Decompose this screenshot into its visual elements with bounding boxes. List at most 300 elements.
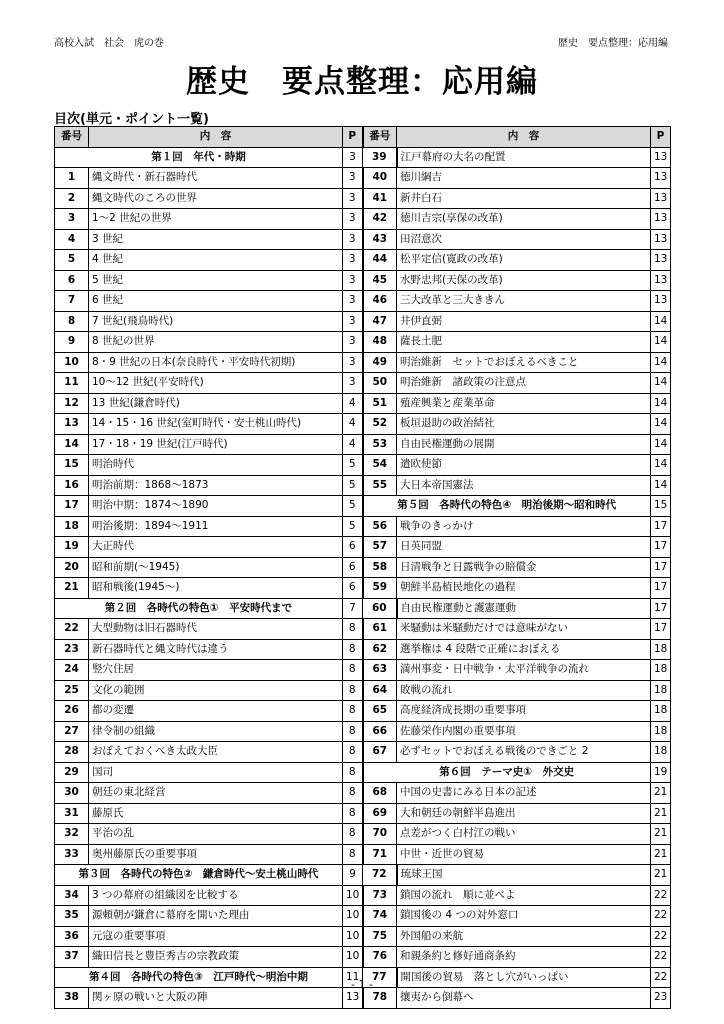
toc-table: [54, 126, 671, 1009]
item-title: 竪穴住居: [89, 660, 343, 681]
item-number: 13: [55, 414, 89, 435]
item-title: おぼえておくべき太政大臣: [89, 742, 343, 763]
item-number: 12: [55, 393, 89, 414]
column-header-number-right: 番号: [363, 127, 397, 148]
table-row: [55, 270, 671, 291]
item-title: 国司: [89, 762, 343, 783]
item-title: 縄文時代・新石器時代: [89, 168, 343, 189]
item-title: 元寇の重要事項: [89, 926, 343, 947]
item-number: 25: [55, 680, 89, 701]
item-number: 51: [363, 393, 397, 414]
item-page: 14: [651, 414, 671, 435]
item-title: 8・9 世紀の日本(奈良時代・平安時代初期): [89, 352, 343, 373]
item-number: 14: [55, 434, 89, 455]
item-page: 6: [343, 578, 363, 599]
item-number: 50: [363, 373, 397, 394]
item-number: 64: [363, 680, 397, 701]
item-number: 65: [363, 701, 397, 722]
item-title: 江戸幕府の大名の配置: [397, 147, 651, 168]
table-row: [55, 824, 671, 845]
item-page: 13: [651, 188, 671, 209]
item-page: 3: [343, 332, 363, 353]
item-page: 17: [651, 557, 671, 578]
item-page: 3: [343, 250, 363, 271]
item-title: 高度経済成長期の重要事項: [397, 701, 651, 722]
item-number: 11: [55, 373, 89, 394]
item-page: 18: [651, 701, 671, 722]
item-page: 4: [343, 434, 363, 455]
item-number: 66: [363, 721, 397, 742]
item-title: 松平定信(寛政の改革): [397, 250, 651, 271]
item-title: 田沼意次: [397, 229, 651, 250]
item-number: 59: [363, 578, 397, 599]
column-header-number-left: 番号: [55, 127, 89, 148]
item-title: 都の変遷: [89, 701, 343, 722]
item-title: 大正時代: [89, 537, 343, 558]
item-page: 14: [651, 455, 671, 476]
item-page: 6: [343, 537, 363, 558]
item-number: 39: [363, 147, 397, 168]
item-title: 中国の史書にみる日本の記述: [397, 783, 651, 804]
item-number: 10: [55, 352, 89, 373]
table-row: [55, 762, 671, 783]
item-number: 38: [55, 988, 89, 1009]
item-title: 日英同盟: [397, 537, 651, 558]
item-number: 71: [363, 844, 397, 865]
item-page: 13: [651, 209, 671, 230]
item-page: 21: [651, 865, 671, 886]
item-number: 34: [55, 885, 89, 906]
item-number: 30: [55, 783, 89, 804]
item-title: 外国船の来航: [397, 926, 651, 947]
item-number: 68: [363, 783, 397, 804]
table-row: [55, 885, 671, 906]
item-number: 17: [55, 496, 89, 517]
item-number: 47: [363, 311, 397, 332]
table-row: [55, 578, 671, 599]
item-page: 5: [343, 516, 363, 537]
table-row: [55, 229, 671, 250]
table-row: [55, 742, 671, 763]
item-number: 5: [55, 250, 89, 271]
item-title: 4 世紀: [89, 250, 343, 271]
item-page: 19: [651, 762, 671, 783]
item-number: 44: [363, 250, 397, 271]
item-title: 明治維新 セットでおぼえるべきこと: [397, 352, 651, 373]
item-title: 攘夷から倒幕へ: [397, 988, 651, 1009]
item-number: 32: [55, 824, 89, 845]
item-title: 3 世紀: [89, 229, 343, 250]
item-page: 8: [343, 844, 363, 865]
item-page: 18: [651, 680, 671, 701]
item-page: 8: [343, 783, 363, 804]
item-number: 37: [55, 947, 89, 968]
item-title: 朝鮮半島植民地化の過程: [397, 578, 651, 599]
item-number: 23: [55, 639, 89, 660]
item-number: 45: [363, 270, 397, 291]
item-number: 54: [363, 455, 397, 476]
item-page: 17: [651, 578, 671, 599]
item-title: 琉球王国: [397, 865, 651, 886]
item-page: 21: [651, 824, 671, 845]
item-number: 2: [55, 188, 89, 209]
table-row: [55, 721, 671, 742]
item-page: 14: [651, 475, 671, 496]
item-title: 明治中期：1874～1890: [89, 496, 343, 517]
item-page: 10: [343, 906, 363, 927]
item-title: 戦争のきっかけ: [397, 516, 651, 537]
item-title: 17・18・19 世紀(江戸時代): [89, 434, 343, 455]
item-number: 42: [363, 209, 397, 230]
item-title: 明治時代: [89, 455, 343, 476]
item-number: 48: [363, 332, 397, 353]
item-page: 17: [651, 619, 671, 640]
item-page: 21: [651, 844, 671, 865]
item-page: 3: [343, 209, 363, 230]
item-page: 8: [343, 680, 363, 701]
item-title: 大日本帝国憲法: [397, 475, 651, 496]
item-page: 3: [343, 311, 363, 332]
header-left-text: 高校入試 社会 虎の巻: [54, 38, 164, 49]
item-page: 8: [343, 824, 363, 845]
table-row: [55, 537, 671, 558]
item-page: 8: [343, 803, 363, 824]
item-title: 徳川綱吉: [397, 168, 651, 189]
item-page: 18: [651, 660, 671, 681]
item-number: 57: [363, 537, 397, 558]
item-page: 13: [651, 229, 671, 250]
table-row: [55, 598, 671, 619]
item-title: 源頼朝が鎌倉に幕府を開いた理由: [89, 906, 343, 927]
toc-body: [55, 147, 671, 1008]
item-page: 9: [343, 865, 363, 886]
item-title: 鎖国の流れ 順に並べよ: [397, 885, 651, 906]
item-page: 13: [651, 270, 671, 291]
table-row: [55, 168, 671, 189]
item-title: 縄文時代のころの世界: [89, 188, 343, 209]
table-row: [55, 926, 671, 947]
item-page: 8: [343, 639, 363, 660]
item-number: 69: [363, 803, 397, 824]
item-title: 井伊直弼: [397, 311, 651, 332]
item-page: 6: [343, 557, 363, 578]
table-row: [55, 250, 671, 271]
item-number: 77: [363, 967, 397, 988]
item-title: 5 世紀: [89, 270, 343, 291]
item-page: 8: [343, 660, 363, 681]
toc-header-row: [55, 127, 671, 148]
item-number: 18: [55, 516, 89, 537]
item-number: 27: [55, 721, 89, 742]
toc-heading: 目次(単元・ポイント一覧): [54, 112, 209, 127]
item-page: 3: [343, 147, 363, 168]
item-page: 22: [651, 926, 671, 947]
item-page: 13: [651, 291, 671, 312]
item-page: 8: [343, 701, 363, 722]
table-row: [55, 783, 671, 804]
item-number: 9: [55, 332, 89, 353]
item-number: 70: [363, 824, 397, 845]
item-page: 15: [651, 496, 671, 517]
header-right-text: 歴史 要点整理：応用編: [558, 38, 668, 49]
item-number: 16: [55, 475, 89, 496]
item-page: 13: [651, 168, 671, 189]
item-number: 6: [55, 270, 89, 291]
table-row: [55, 803, 671, 824]
item-page: 14: [651, 434, 671, 455]
item-page: 3: [343, 291, 363, 312]
item-page: 8: [343, 619, 363, 640]
item-title: 開国後の貿易 落とし穴がいっぱい: [397, 967, 651, 988]
page-number: - 1 -: [351, 978, 373, 991]
item-title: 8 世紀の世界: [89, 332, 343, 353]
item-page: 14: [651, 352, 671, 373]
item-page: 8: [343, 742, 363, 763]
item-page: 4: [343, 414, 363, 435]
item-number: 62: [363, 639, 397, 660]
item-page: 23: [651, 988, 671, 1009]
table-row: [55, 332, 671, 353]
column-header-page-left: P: [343, 127, 363, 148]
table-row: [55, 701, 671, 722]
item-title: 自由民権運動と護憲運動: [397, 598, 651, 619]
item-title: 藤原氏: [89, 803, 343, 824]
item-title: 平治の乱: [89, 824, 343, 845]
table-row: [55, 496, 671, 517]
item-title: 三大改革と三大ききん: [397, 291, 651, 312]
item-title: 選挙権は 4 段階で正確におぼえる: [397, 639, 651, 660]
item-number: 7: [55, 291, 89, 312]
item-page: 21: [651, 783, 671, 804]
table-row: [55, 414, 671, 435]
table-row: [55, 639, 671, 660]
item-number: 61: [363, 619, 397, 640]
item-title: 板垣退助の政治結社: [397, 414, 651, 435]
item-page: 14: [651, 311, 671, 332]
item-page: 13: [651, 147, 671, 168]
table-row: [55, 311, 671, 332]
item-title: 鎖国後の 4 つの対外窓口: [397, 906, 651, 927]
item-page: 14: [651, 393, 671, 414]
item-page: 10: [343, 885, 363, 906]
page-title: 歴史 要点整理：応用編: [186, 64, 538, 100]
item-title: 佐藤栄作内閣の重要事項: [397, 721, 651, 742]
item-title: 明治前期：1868～1873: [89, 475, 343, 496]
item-number: 21: [55, 578, 89, 599]
table-row: [55, 844, 671, 865]
item-page: 14: [651, 332, 671, 353]
item-page: 18: [651, 721, 671, 742]
item-page: 5: [343, 475, 363, 496]
item-page: 10: [343, 947, 363, 968]
item-title: 必ずセットでおぼえる戦後のできごと 2: [397, 742, 651, 763]
item-number: 72: [363, 865, 397, 886]
item-number: 75: [363, 926, 397, 947]
item-title: 薩長土肥: [397, 332, 651, 353]
item-number: 56: [363, 516, 397, 537]
item-title: 米騒動は米騒動だけでは意味がない: [397, 619, 651, 640]
item-title: 織田信長と豊臣秀吉の宗教政策: [89, 947, 343, 968]
table-row: [55, 906, 671, 927]
item-title: 奥州藤原氏の重要事項: [89, 844, 343, 865]
table-row: [55, 434, 671, 455]
item-title: 殖産興業と産業革命: [397, 393, 651, 414]
item-page: 10: [343, 926, 363, 947]
item-title: 13 世紀(鎌倉時代): [89, 393, 343, 414]
item-number: 22: [55, 619, 89, 640]
item-title: 水野忠邦(天保の改革): [397, 270, 651, 291]
item-title: 3 つの幕府の組織図を比較する: [89, 885, 343, 906]
item-number: 49: [363, 352, 397, 373]
item-title: 敗戦の流れ: [397, 680, 651, 701]
table-row: [55, 947, 671, 968]
item-page: 8: [343, 762, 363, 783]
item-number: 35: [55, 906, 89, 927]
column-header-content-right: 内 容: [397, 127, 651, 148]
item-title: 和親条約と修好通商条約: [397, 947, 651, 968]
column-header-page-right: P: [651, 127, 671, 148]
table-row: [55, 660, 671, 681]
item-title: 大型動物は旧石器時代: [89, 619, 343, 640]
item-page: 22: [651, 885, 671, 906]
item-number: 29: [55, 762, 89, 783]
item-title: 律令制の組織: [89, 721, 343, 742]
table-row: [55, 619, 671, 640]
item-title: 14・15・16 世紀(室町時代・安土桃山時代): [89, 414, 343, 435]
item-number: 31: [55, 803, 89, 824]
item-page: 3: [343, 229, 363, 250]
table-row: [55, 188, 671, 209]
item-number: 33: [55, 844, 89, 865]
table-row: [55, 865, 671, 886]
item-number: 58: [363, 557, 397, 578]
table-row: [55, 680, 671, 701]
section-heading: 第４回 各時代の特色③ 江戸時代～明治中期: [55, 967, 343, 988]
item-page: 17: [651, 598, 671, 619]
item-page: 7: [343, 598, 363, 619]
item-number: 55: [363, 475, 397, 496]
item-title: 明治維新 諸政策の注意点: [397, 373, 651, 394]
item-page: 5: [343, 455, 363, 476]
item-number: 78: [363, 988, 397, 1009]
item-page: 8: [343, 721, 363, 742]
item-page: 3: [343, 188, 363, 209]
table-row: [55, 147, 671, 168]
column-header-content-left: 内 容: [89, 127, 343, 148]
item-number: 43: [363, 229, 397, 250]
item-title: 満州事変・日中戦争・太平洋戦争の流れ: [397, 660, 651, 681]
table-row: [55, 455, 671, 476]
item-number: 46: [363, 291, 397, 312]
item-page: 3: [343, 373, 363, 394]
item-number: 3: [55, 209, 89, 230]
item-page: 18: [651, 639, 671, 660]
item-title: 新井白石: [397, 188, 651, 209]
item-page: 18: [651, 742, 671, 763]
section-heading: 第５回 各時代の特色④ 明治後期～昭和時代: [363, 496, 651, 517]
item-page: 3: [343, 168, 363, 189]
section-heading: 第１回 年代・時期: [55, 147, 343, 168]
item-number: 52: [363, 414, 397, 435]
item-number: 4: [55, 229, 89, 250]
item-number: 1: [55, 168, 89, 189]
table-row: [55, 393, 671, 414]
item-number: 28: [55, 742, 89, 763]
item-page: 22: [651, 947, 671, 968]
item-page: 22: [651, 967, 671, 988]
item-page: 22: [651, 906, 671, 927]
item-number: 26: [55, 701, 89, 722]
item-title: 文化の範囲: [89, 680, 343, 701]
item-title: 新石器時代と縄文時代は違う: [89, 639, 343, 660]
table-row: [55, 475, 671, 496]
item-number: 73: [363, 885, 397, 906]
item-title: 関ヶ原の戦いと大阪の陣: [89, 988, 343, 1009]
item-page: 11: [343, 967, 363, 988]
item-number: 20: [55, 557, 89, 578]
item-page: 17: [651, 516, 671, 537]
item-number: 36: [55, 926, 89, 947]
item-number: 74: [363, 906, 397, 927]
item-title: 10～12 世紀(平安時代): [89, 373, 343, 394]
item-title: 1～2 世紀の世界: [89, 209, 343, 230]
item-page: 13: [343, 988, 363, 1009]
item-number: 8: [55, 311, 89, 332]
item-title: 点差がつく白村江の戦い: [397, 824, 651, 845]
item-title: 7 世紀(飛鳥時代): [89, 311, 343, 332]
item-number: 15: [55, 455, 89, 476]
item-title: 自由民権運動の展開: [397, 434, 651, 455]
item-title: 大和朝廷の朝鮮半島進出: [397, 803, 651, 824]
item-number: 41: [363, 188, 397, 209]
item-title: 中世・近世の貿易: [397, 844, 651, 865]
item-number: 40: [363, 168, 397, 189]
table-row: [55, 516, 671, 537]
section-heading: 第３回 各時代の特色② 鎌倉時代～安土桃山時代: [55, 865, 343, 886]
item-number: 19: [55, 537, 89, 558]
item-number: 67: [363, 742, 397, 763]
section-heading: 第２回 各時代の特色① 平安時代まで: [55, 598, 343, 619]
item-number: 76: [363, 947, 397, 968]
toc-table-container: [54, 126, 668, 1009]
item-title: 明治後期：1894～1911: [89, 516, 343, 537]
item-number: 60: [363, 598, 397, 619]
table-row: [55, 209, 671, 230]
item-title: 6 世紀: [89, 291, 343, 312]
item-page: 5: [343, 496, 363, 517]
table-row: [55, 291, 671, 312]
item-title: 昭和戦後(1945～): [89, 578, 343, 599]
item-page: 13: [651, 250, 671, 271]
table-row: [55, 557, 671, 578]
item-page: 21: [651, 803, 671, 824]
table-row: [55, 352, 671, 373]
section-heading: 第６回 テーマ史① 外交史: [363, 762, 651, 783]
item-page: 14: [651, 373, 671, 394]
item-title: 朝廷の東北経営: [89, 783, 343, 804]
item-number: 24: [55, 660, 89, 681]
item-page: 3: [343, 270, 363, 291]
item-number: 53: [363, 434, 397, 455]
item-page: 4: [343, 393, 363, 414]
table-row: [55, 373, 671, 394]
item-number: 63: [363, 660, 397, 681]
item-page: 3: [343, 352, 363, 373]
item-title: 日清戦争と日露戦争の賠償金: [397, 557, 651, 578]
item-title: 遣欧使節: [397, 455, 651, 476]
item-title: 昭和前期(～1945): [89, 557, 343, 578]
item-title: 徳川吉宗(享保の改革): [397, 209, 651, 230]
